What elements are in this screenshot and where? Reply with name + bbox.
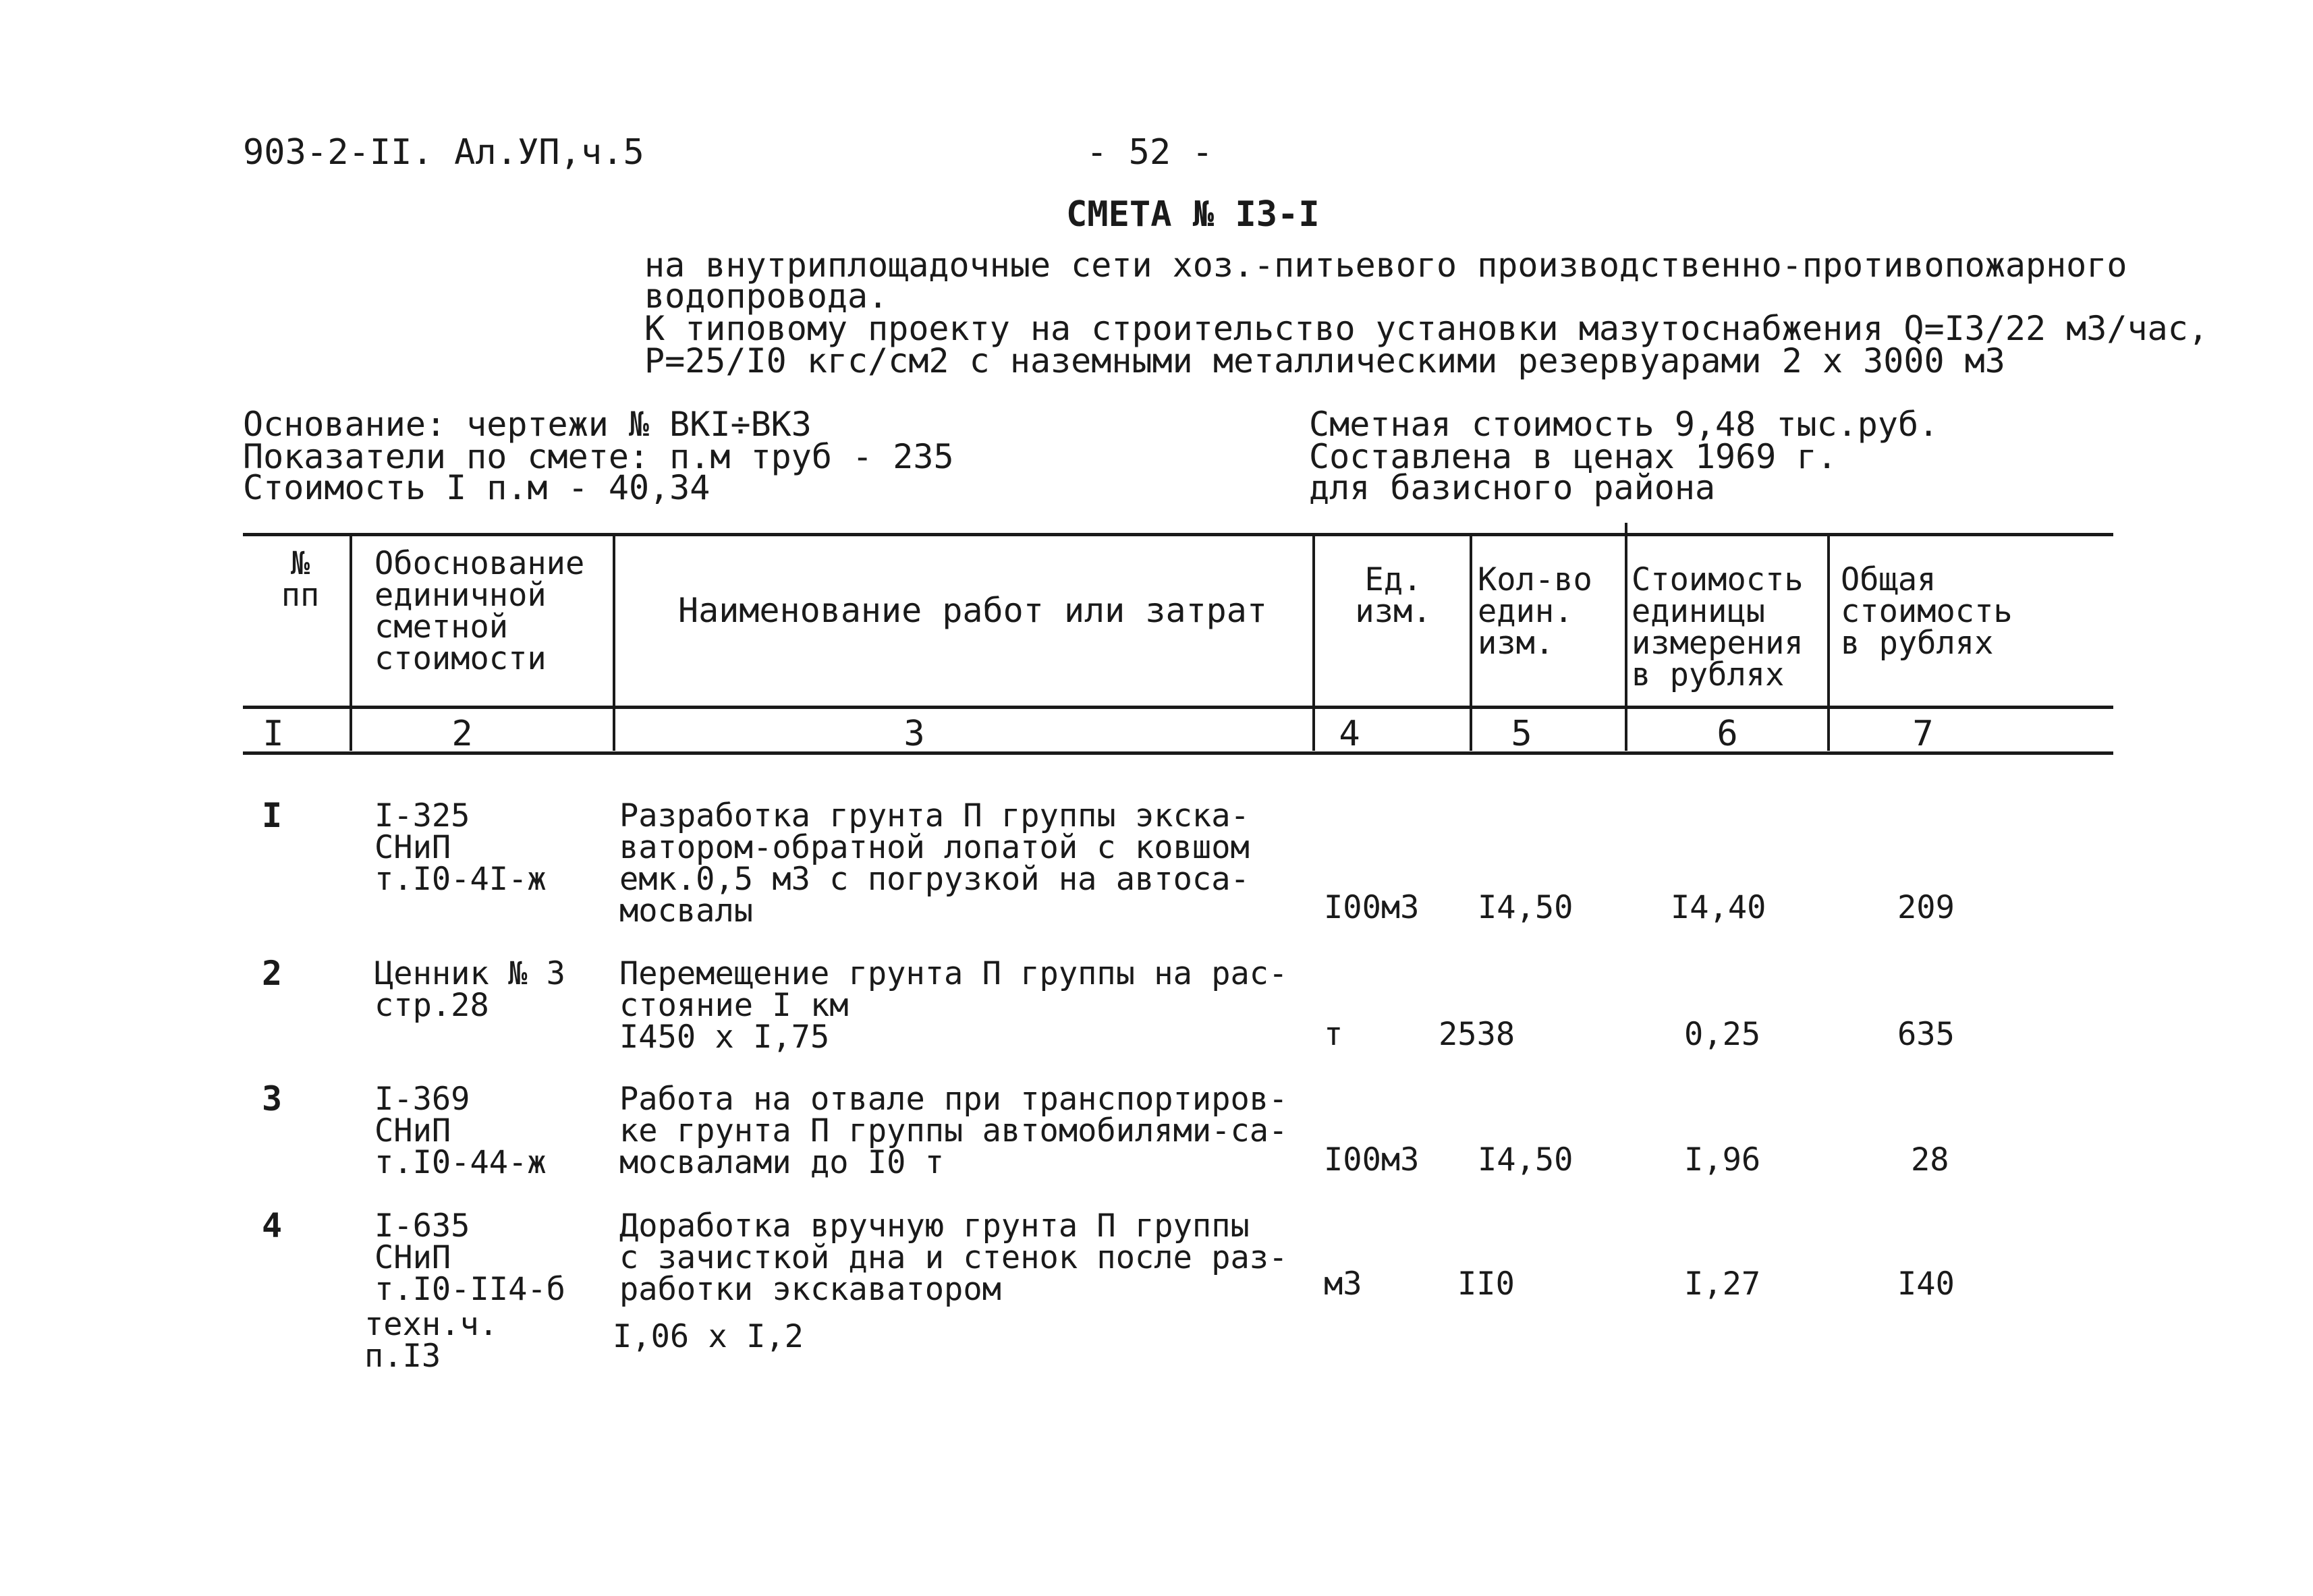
row-basis: I-369 СНиП т.I0-44-ж (374, 1081, 547, 1181)
subtitle-line-2: водопровода. (644, 277, 889, 316)
subtitle-line-3: К типовому проекту на строительство установки мазутоснабжения Q=I3/22 м3/час, (644, 309, 2208, 348)
subtitle-line-4: Р=25/I0 кгс/см2 с наземными металлическими резервуарами 2 х 3000 м3 (644, 341, 2005, 380)
row-work-note: I,06 х I,2 (613, 1318, 804, 1355)
column-divider (350, 536, 352, 751)
row-unit-price: I4,40 (1671, 889, 1766, 926)
row-number: I (262, 796, 283, 835)
estimate-indicators: Показатели по смете: п.м труб - 235 (243, 437, 954, 476)
row-unit: I00м3 (1324, 1141, 1420, 1178)
unit-cost: Стоимость I п.м - 40,34 (243, 468, 710, 507)
row-unit-price: I,27 (1684, 1265, 1761, 1303)
row-quantity: II0 (1457, 1265, 1515, 1303)
row-quantity: 2538 (1439, 1016, 1515, 1053)
header-basis: Обоснование единичной сметной стоимости (374, 545, 585, 677)
document-code: 903-2-II. Ал.УП,ч.5 (243, 132, 644, 173)
row-basis-note: техн.ч. п.I3 (364, 1306, 499, 1375)
row-number: 4 (262, 1206, 283, 1245)
base-region: для базисного района (1309, 468, 1716, 507)
column-divider (1470, 536, 1472, 751)
row-total: 209 (1897, 889, 1955, 926)
row-work-name: Перемещение грунта П группы на рас- стояние I км I450 х I,75 (619, 955, 1288, 1056)
row-basis: Ценник № 3 стр.28 (374, 955, 565, 1024)
table-top-rule (243, 533, 2113, 536)
row-total: 28 (1911, 1141, 1949, 1178)
row-number: 2 (262, 954, 283, 993)
row-quantity: I4,50 (1478, 1141, 1573, 1178)
row-unit: м3 (1324, 1265, 1362, 1303)
header-work-name: Наименование работ или затрат (678, 591, 1267, 630)
row-total: I40 (1897, 1265, 1955, 1303)
column-numbers-bottom-rule (243, 751, 2113, 755)
row-work-name: Разработка грунта П группы экска- ватором-обратной лопатой с ковшом емк.0,5 м3 с погрузкой на автоса- мосвалы (619, 797, 1250, 930)
row-basis: I-635 СНиП т.I0-II4-б (374, 1207, 565, 1308)
estimate-title: СМЕТА № I3-I (1066, 194, 1320, 235)
row-unit-price: 0,25 (1684, 1016, 1761, 1053)
basis-drawings: Основание: чертежи № ВКI÷ВК3 (243, 405, 812, 444)
estimated-cost: Сметная стоимость 9,48 тыс.руб. (1309, 405, 1939, 444)
column-divider (1827, 536, 1830, 751)
column-number-2: 2 (451, 714, 473, 754)
prices-year: Составлена в ценах 1969 г. (1309, 437, 1837, 476)
column-divider (613, 536, 615, 751)
row-unit-price: I,96 (1684, 1141, 1761, 1178)
header-unit-price: Стоимость единицы измерения в рублях (1632, 561, 1804, 693)
row-work-name: Работа на отвале при транспортиров- ке грунта П группы автомобилями-са- мосвалами до I0 т (619, 1081, 1288, 1181)
header-unit: Ед. изм. (1355, 561, 1432, 630)
header-bottom-rule (243, 706, 2113, 709)
row-work-name: Доработка вручную грунта П группы с зачисткой дна и стенок после раз- работки экскаватором (619, 1207, 1288, 1308)
column-number-3: 3 (903, 714, 925, 754)
column-number-5: 5 (1511, 714, 1532, 754)
row-basis: I-325 СНиП т.I0-4I-ж (374, 797, 547, 898)
header-quantity: Кол-во един. изм. (1478, 561, 1592, 662)
row-total: 635 (1897, 1016, 1955, 1053)
page-number: - 52 - (1086, 132, 1213, 173)
row-unit: т (1324, 1016, 1343, 1053)
header-total: Общая стоимость в рублях (1841, 561, 2013, 662)
row-unit: I00м3 (1324, 889, 1420, 926)
column-number-6: 6 (1717, 714, 1738, 754)
column-number-1: I (262, 714, 284, 754)
column-divider (1625, 523, 1627, 751)
header-number: № пп (281, 545, 320, 614)
column-divider (1312, 536, 1315, 751)
row-number: 3 (262, 1079, 283, 1118)
row-quantity: I4,50 (1478, 889, 1573, 926)
column-number-4: 4 (1339, 714, 1360, 754)
subtitle-line-1: на внутриплощадочные сети хоз.-питьевого производственно-противопожарного (644, 246, 2127, 285)
column-number-7: 7 (1912, 714, 1934, 754)
